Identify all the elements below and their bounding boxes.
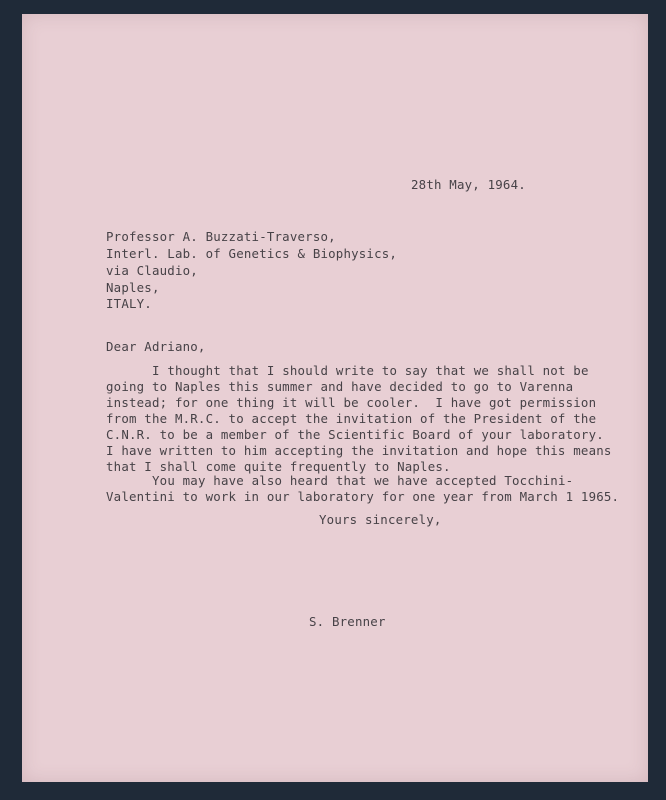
recipient-organization: Interl. Lab. of Genetics & Biophysics, [106,246,398,261]
letter-page [22,14,648,782]
body-line: instead; for one thing it will be cooler. I have got permission [106,395,597,410]
body-line: that I shall come quite frequently to Naples. [106,459,451,474]
salutation: Dear Adriano, [106,339,206,354]
body-line: going to Naples this summer and have decided to go to Varenna [106,379,574,394]
body-line: I thought that I should write to say that we shall not be [152,363,589,378]
recipient-country: ITALY. [106,296,152,311]
letter-date: 28th May, 1964. [411,177,526,192]
body-line: Valentini to work in our laboratory for one year from March 1 1965. [106,489,620,504]
body-line: I have written to him accepting the invitation and hope this means [106,443,612,458]
body-line: from the M.R.C. to accept the invitation of the President of the [106,411,597,426]
recipient-city: Naples, [106,280,160,295]
recipient-street: via Claudio, [106,263,198,278]
closing: Yours sincerely, [319,512,442,527]
body-line: C.N.R. to be a member of the Scientific Board of your laboratory. [106,427,604,442]
body-line: You may have also heard that we have accepted Tocchini- [152,473,574,488]
recipient-name: Professor A. Buzzati-Traverso, [106,229,336,244]
signature: S. Brenner [309,614,386,629]
